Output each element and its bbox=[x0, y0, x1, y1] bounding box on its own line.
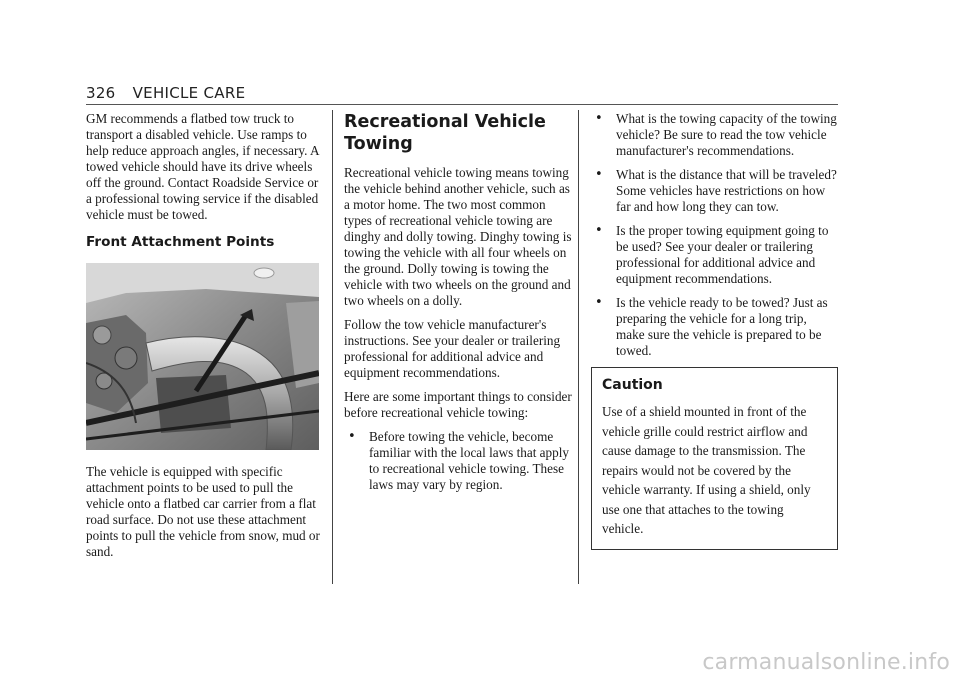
caution-body: Use of a shield mounted in front of the vehicle grille could restrict airflow and cause damage to the transmission. The repairs would not be covered by the vehicle warranty. If using a shield, only use one that attaches to the towing vehicle. bbox=[602, 404, 811, 536]
column-divider-2 bbox=[578, 110, 579, 584]
bullet-glyph: • bbox=[595, 295, 603, 310]
column-divider-1 bbox=[332, 110, 333, 584]
front-attachment-heading: Front Attachment Points bbox=[86, 234, 275, 250]
page-header bbox=[86, 84, 245, 102]
bullet-glyph: • bbox=[595, 167, 603, 182]
rv-towing-title: Recreational Vehicle Towing bbox=[344, 112, 546, 154]
intro-paragraph: GM recommends a flatbed tow truck to transport a disabled vehicle. Use ramps to help reduce approach angles, if necessary. A towed vehicle should have its drive wheels off the ground. Contact Roadside Service or a professional towing service if the disabled vehicle must be towed. bbox=[86, 111, 319, 222]
list-item bbox=[591, 295, 838, 359]
watermark: carmanualsonline.info bbox=[702, 650, 950, 675]
header-rule bbox=[86, 104, 838, 105]
column-2 bbox=[344, 111, 576, 501]
list-item bbox=[591, 167, 838, 215]
caution-box bbox=[591, 367, 838, 550]
column-3 bbox=[591, 111, 838, 550]
rv-paragraph-1: Recreational vehicle towing means towing the vehicle behind another vehicle, such as a motor home. The two most common types of recreational vehicle towing are dinghy and dolly towing. Dinghy towing is towing the vehicle with all four wheels on the ground. Dolly towing is towing the vehicle with two wheels on the ground and two wheels on a dolly. bbox=[344, 165, 572, 308]
bullet-text: What is the distance that will be traveled? Some vehicles have restrictions on how far and how long they can tow. bbox=[616, 167, 837, 214]
bullet-text: Is the proper towing equipment going to be used? See your dealer or trailering professional for additional advice and equipment recommendations. bbox=[616, 223, 829, 286]
bullet-glyph: • bbox=[595, 111, 603, 126]
list-item bbox=[591, 223, 838, 287]
bullet-text: Before towing the vehicle, become familiar with the local laws that apply to recreational vehicle towing. These laws may vary by region. bbox=[369, 429, 569, 492]
attachment-points-paragraph: The vehicle is equipped with specific attachment points to be used to pull the vehicle onto a flatbed car carrier from a flat road surface. Do not use these attachment points to pull the vehicle from snow, mud or sand. bbox=[86, 464, 320, 559]
bullet-glyph: • bbox=[348, 429, 356, 444]
section-name: VEHICLE CARE bbox=[132, 84, 246, 102]
rv-paragraph-2: Follow the tow vehicle manufacturer's instructions. See your dealer or trailering professional for additional advice and equipment recommendations. bbox=[344, 317, 561, 380]
list-item bbox=[344, 429, 576, 493]
column-1 bbox=[86, 111, 320, 568]
front-attachment-points-illustration bbox=[86, 263, 319, 450]
caution-title: Caution bbox=[602, 377, 663, 393]
bullet-text: What is the towing capacity of the towing vehicle? Be sure to read the tow vehicle manufacturer's recommendations. bbox=[616, 111, 837, 158]
list-item bbox=[591, 111, 838, 159]
bullet-text: Is the vehicle ready to be towed? Just as preparing the vehicle for a long trip, make sure the vehicle is prepared to be towed. bbox=[616, 295, 828, 358]
rv-bullet-list bbox=[344, 429, 576, 493]
page-number: 326 bbox=[86, 84, 116, 102]
considerations-list bbox=[591, 111, 838, 359]
rv-paragraph-3: Here are some important things to consider before recreational vehicle towing: bbox=[344, 389, 572, 420]
bullet-glyph: • bbox=[595, 223, 603, 238]
